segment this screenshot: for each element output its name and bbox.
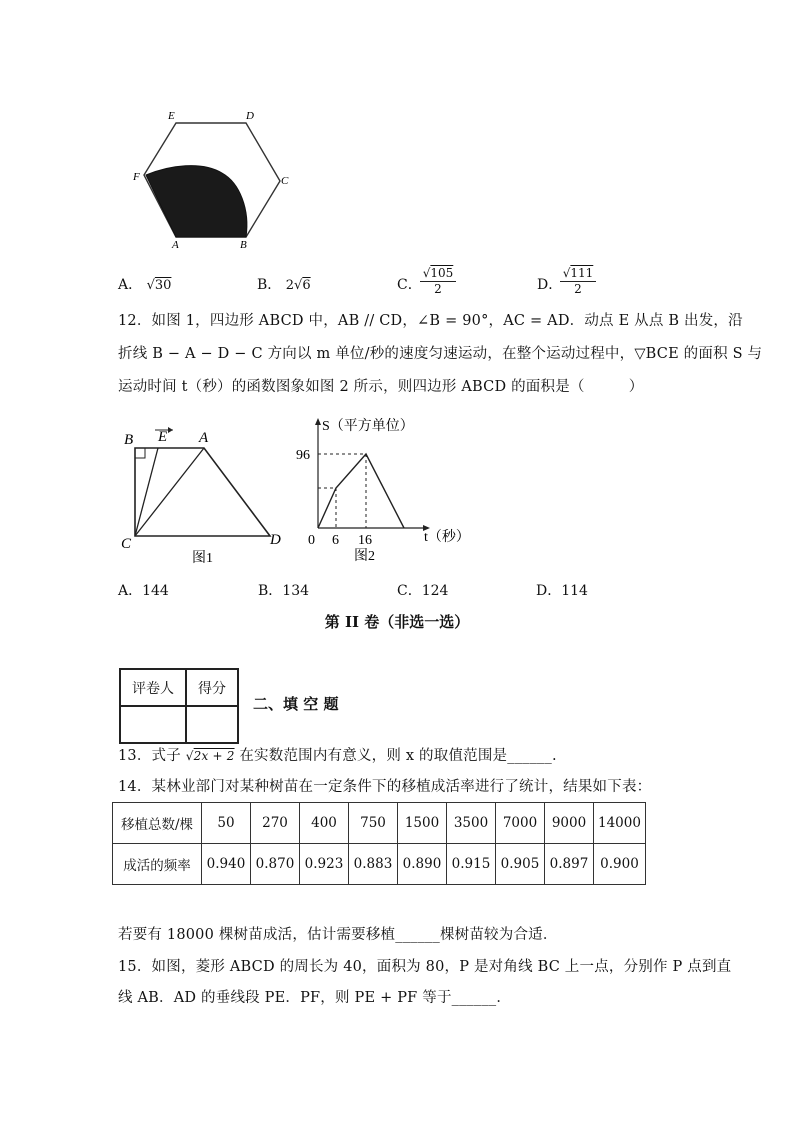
q12-option-d: D．114 — [536, 583, 588, 599]
cell: 0.905 — [496, 844, 545, 885]
cell: 0.890 — [398, 844, 447, 885]
table-row — [113, 803, 646, 844]
row-header: 移植总数/棵 — [113, 803, 202, 844]
fig1-label-A: A — [199, 430, 209, 446]
fig1-label-D: D — [270, 532, 281, 548]
cell: 0.870 — [251, 844, 300, 885]
cell: 750 — [349, 803, 398, 844]
cell: 50 — [202, 803, 251, 844]
label-D: D — [246, 110, 254, 122]
fig1-label-C: C — [121, 536, 132, 552]
fig2-xlabel: t（秒） — [424, 530, 470, 545]
q14-stem: 14．某林业部门对某种树苗在一定条件下的移植成活率进行了统计，结果如下表： — [118, 779, 652, 795]
q12-option-b: B．134 — [258, 583, 310, 599]
q12-figure1 — [115, 420, 290, 570]
q12-option-c: C．124 — [397, 583, 449, 599]
cell: 400 — [300, 803, 349, 844]
q11-hexagon-figure — [130, 105, 300, 250]
cell: 0.897 — [545, 844, 594, 885]
cell: 0.923 — [300, 844, 349, 885]
cell: 7000 — [496, 803, 545, 844]
grader-col1: 评卷人 — [120, 669, 186, 706]
cell: 0.940 — [202, 844, 251, 885]
cell: 0.900 — [594, 844, 646, 885]
fig1-label-B: B — [124, 432, 134, 448]
q14-table — [112, 802, 646, 885]
fig2-y96: 96 — [296, 448, 310, 463]
grader-col2: 得分 — [186, 669, 238, 706]
label-A: A — [172, 239, 179, 251]
fig1-caption: 图1 — [192, 551, 213, 566]
grader-cell-reviewer[interactable] — [120, 706, 186, 743]
q12-line2: 折线 B − A − D − C 方向以 m 单位/秒的速度匀速运动，在整个运动过程中，▽BCE 的面积 S 与 — [118, 346, 763, 362]
cell: 14000 — [594, 803, 646, 844]
section-title: 第 II 卷（非选一选） — [324, 613, 470, 631]
fig1-label-E: E — [158, 429, 168, 445]
q11-option-a: A． √30 — [118, 277, 172, 293]
cell: 1500 — [398, 803, 447, 844]
q11-option-c: C． — [397, 277, 422, 293]
q11-option-d: D． — [537, 277, 563, 293]
label-E: E — [168, 110, 175, 122]
fig2-caption: 图2 — [354, 549, 375, 564]
fig2-ylabel: S（平方单位） — [322, 419, 414, 434]
cell: 9000 — [545, 803, 594, 844]
q11-option-d-fraction: √111 2 — [560, 266, 596, 297]
q12-option-a: A．144 — [118, 583, 169, 599]
q13: 13．式子 √2x + 2 在实数范围内有意义，则 x 的取值范围是______. — [118, 748, 557, 764]
q11-option-c-fraction: √105 2 — [420, 266, 456, 297]
fig2-origin: 0 — [308, 533, 315, 548]
cell: 0.883 — [349, 844, 398, 885]
q15-line2: 线 AB．AD 的垂线段 PE．PF，则 PE + PF 等于______． — [118, 990, 512, 1006]
cell: 270 — [251, 803, 300, 844]
q12-line3: 运动时间 t（秒）的函数图象如图 2 所示，则四边形 ABCD 的面积是（ ） — [118, 379, 644, 395]
grader-cell-score[interactable] — [186, 706, 238, 743]
part2-title: 二、填 空 题 — [253, 695, 339, 713]
label-F: F — [133, 171, 140, 183]
fig2-x16: 16 — [358, 533, 372, 548]
cell: 0.915 — [447, 844, 496, 885]
table-row — [113, 844, 646, 885]
row-header: 成活的频率 — [113, 844, 202, 885]
grader-table — [119, 668, 239, 744]
q15-line1: 15．如图，菱形 ABCD 的周长为 40，面积为 80，P 是对角线 BC 上一点，分别作 P 点到直 — [118, 959, 732, 975]
fig2-x6: 6 — [332, 533, 339, 548]
label-C: C — [281, 175, 289, 187]
q12-figure2 — [290, 410, 470, 570]
label-B: B — [240, 239, 247, 251]
q12-line1: 12．如图 1，四边形 ABCD 中，AB // CD，∠B = 90°，AC = AD．动点 E 从点 B 出发，沿 — [118, 313, 743, 329]
q11-option-b: B． 2√6 — [257, 277, 311, 293]
q14-follow: 若要有 18000 棵树苗成活，估计需要移植______棵树苗较为合适． — [118, 927, 558, 943]
cell: 3500 — [447, 803, 496, 844]
